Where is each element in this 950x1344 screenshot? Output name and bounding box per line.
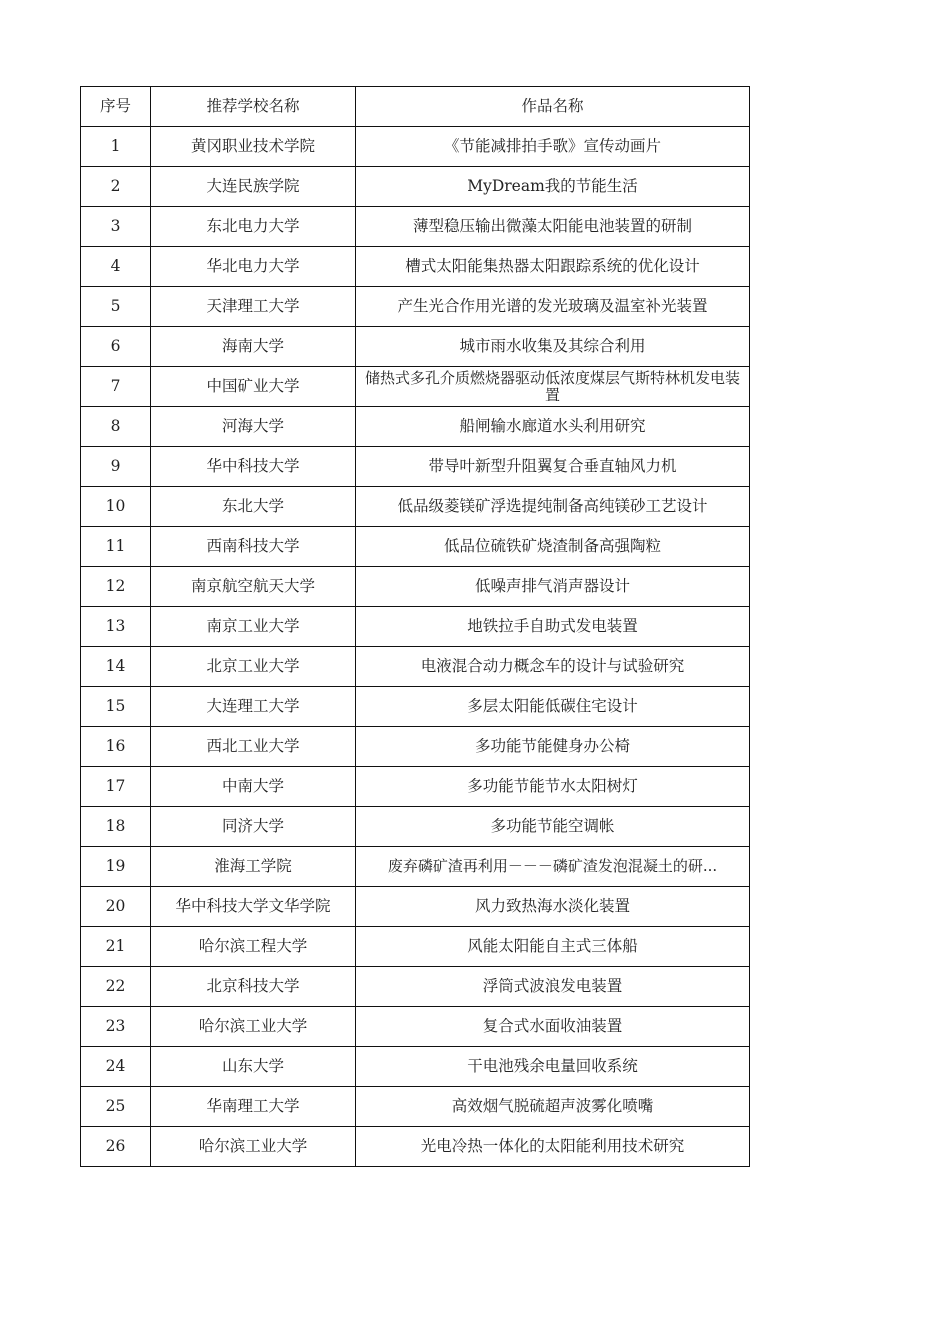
- cell-work-title: 风力致热海水淡化装置: [356, 887, 750, 927]
- header-row: [81, 87, 750, 127]
- table-row: [81, 367, 750, 407]
- cell-work-title: 地铁拉手自助式发电装置: [356, 607, 750, 647]
- cell-school: 大连民族学院: [151, 167, 356, 207]
- table-row: [81, 447, 750, 487]
- table-row: [81, 247, 750, 287]
- cell-index: 12: [81, 567, 151, 607]
- header-work-title: 作品名称: [356, 87, 750, 127]
- cell-index: 1: [81, 127, 151, 167]
- cell-work-title: 槽式太阳能集热器太阳跟踪系统的优化设计: [356, 247, 750, 287]
- cell-work-title: 多功能节能空调帐: [356, 807, 750, 847]
- cell-school: 西北工业大学: [151, 727, 356, 767]
- cell-work-title: 浮筒式波浪发电装置: [356, 967, 750, 1007]
- cell-index: 19: [81, 847, 151, 887]
- cell-work-title: 多功能节能节水太阳树灯: [356, 767, 750, 807]
- cell-school: 华中科技大学: [151, 447, 356, 487]
- cell-school: 哈尔滨工业大学: [151, 1127, 356, 1167]
- table-row: [81, 327, 750, 367]
- cell-work-title: 《节能减排拍手歌》宣传动画片: [356, 127, 750, 167]
- cell-school: 华北电力大学: [151, 247, 356, 287]
- cell-index: 3: [81, 207, 151, 247]
- cell-work-title: 风能太阳能自主式三体船: [356, 927, 750, 967]
- cell-work-title: 干电池残余电量回收系统: [356, 1047, 750, 1087]
- cell-work-title: 低品级菱镁矿浮选提纯制备高纯镁砂工艺设计: [356, 487, 750, 527]
- cell-work-title: 城市雨水收集及其综合利用: [356, 327, 750, 367]
- table-row: [81, 1007, 750, 1047]
- cell-school: 哈尔滨工程大学: [151, 927, 356, 967]
- cell-index: 2: [81, 167, 151, 207]
- cell-index: 17: [81, 767, 151, 807]
- table-row: [81, 287, 750, 327]
- table-row: [81, 1087, 750, 1127]
- spreadsheet-area: [80, 86, 750, 1167]
- cell-index: 22: [81, 967, 151, 1007]
- cell-work-title: MyDream我的节能生活: [356, 167, 750, 207]
- works-table: [80, 86, 750, 1167]
- header-school: 推荐学校名称: [151, 87, 356, 127]
- cell-school: 东北大学: [151, 487, 356, 527]
- cell-school: 北京工业大学: [151, 647, 356, 687]
- cell-school: 同济大学: [151, 807, 356, 847]
- table-row: [81, 607, 750, 647]
- cell-work-title: 低品位硫铁矿烧渣制备高强陶粒: [356, 527, 750, 567]
- cell-work-title: 多层太阳能低碳住宅设计: [356, 687, 750, 727]
- cell-work-title: 高效烟气脱硫超声波雾化喷嘴: [356, 1087, 750, 1127]
- table-row: [81, 967, 750, 1007]
- cell-school: 淮海工学院: [151, 847, 356, 887]
- cell-school: 东北电力大学: [151, 207, 356, 247]
- cell-school: 黄冈职业技术学院: [151, 127, 356, 167]
- cell-index: 24: [81, 1047, 151, 1087]
- table-row: [81, 727, 750, 767]
- cell-index: 23: [81, 1007, 151, 1047]
- cell-school: 山东大学: [151, 1047, 356, 1087]
- cell-school: 中南大学: [151, 767, 356, 807]
- cell-work-title: 电液混合动力概念车的设计与试验研究: [356, 647, 750, 687]
- table-row: [81, 1127, 750, 1167]
- cell-work-title: 产生光合作用光谱的发光玻璃及温室补光装置: [356, 287, 750, 327]
- table-row: [81, 767, 750, 807]
- table-row: [81, 807, 750, 847]
- cell-work-title: 复合式水面收油装置: [356, 1007, 750, 1047]
- table-row: [81, 567, 750, 607]
- table-row: [81, 407, 750, 447]
- cell-work-title: 薄型稳压输出微藻太阳能电池装置的研制: [356, 207, 750, 247]
- cell-work-title: 低噪声排气消声器设计: [356, 567, 750, 607]
- table-row: [81, 127, 750, 167]
- table-row: [81, 847, 750, 887]
- table-row: [81, 887, 750, 927]
- cell-index: 11: [81, 527, 151, 567]
- cell-index: 25: [81, 1087, 151, 1127]
- cell-school: 大连理工大学: [151, 687, 356, 727]
- cell-school: 南京航空航天大学: [151, 567, 356, 607]
- cell-index: 9: [81, 447, 151, 487]
- cell-work-title: 光电冷热一体化的太阳能利用技术研究: [356, 1127, 750, 1167]
- table-row: [81, 687, 750, 727]
- table-row: [81, 1047, 750, 1087]
- cell-index: 10: [81, 487, 151, 527]
- cell-index: 14: [81, 647, 151, 687]
- cell-index: 5: [81, 287, 151, 327]
- table-row: [81, 487, 750, 527]
- cell-school: 北京科技大学: [151, 967, 356, 1007]
- cell-school: 西南科技大学: [151, 527, 356, 567]
- cell-school: 天津理工大学: [151, 287, 356, 327]
- cell-school: 华南理工大学: [151, 1087, 356, 1127]
- cell-index: 20: [81, 887, 151, 927]
- cell-index: 26: [81, 1127, 151, 1167]
- table-body: [81, 127, 750, 1167]
- cell-index: 13: [81, 607, 151, 647]
- cell-work-title: 废弃磷矿渣再利用－－－磷矿渣发泡混凝土的研...: [356, 847, 750, 887]
- cell-school: 华中科技大学文华学院: [151, 887, 356, 927]
- cell-work-title: 船闸输水廊道水头利用研究: [356, 407, 750, 447]
- cell-index: 8: [81, 407, 151, 447]
- cell-index: 21: [81, 927, 151, 967]
- cell-index: 18: [81, 807, 151, 847]
- table-row: [81, 647, 750, 687]
- cell-index: 4: [81, 247, 151, 287]
- table-row: [81, 527, 750, 567]
- cell-school: 中国矿业大学: [151, 367, 356, 407]
- cell-index: 15: [81, 687, 151, 727]
- cell-index: 7: [81, 367, 151, 407]
- table-row: [81, 167, 750, 207]
- cell-work-title: 储热式多孔介质燃烧器驱动低浓度煤层气斯特林机发电装置: [356, 367, 750, 407]
- cell-work-title: 带导叶新型升阻翼复合垂直轴风力机: [356, 447, 750, 487]
- cell-school: 海南大学: [151, 327, 356, 367]
- cell-index: 6: [81, 327, 151, 367]
- cell-work-title: 多功能节能健身办公椅: [356, 727, 750, 767]
- cell-index: 16: [81, 727, 151, 767]
- cell-school: 哈尔滨工业大学: [151, 1007, 356, 1047]
- table-row: [81, 927, 750, 967]
- table-row: [81, 207, 750, 247]
- header-index: 序号: [81, 87, 151, 127]
- cell-school: 河海大学: [151, 407, 356, 447]
- cell-school: 南京工业大学: [151, 607, 356, 647]
